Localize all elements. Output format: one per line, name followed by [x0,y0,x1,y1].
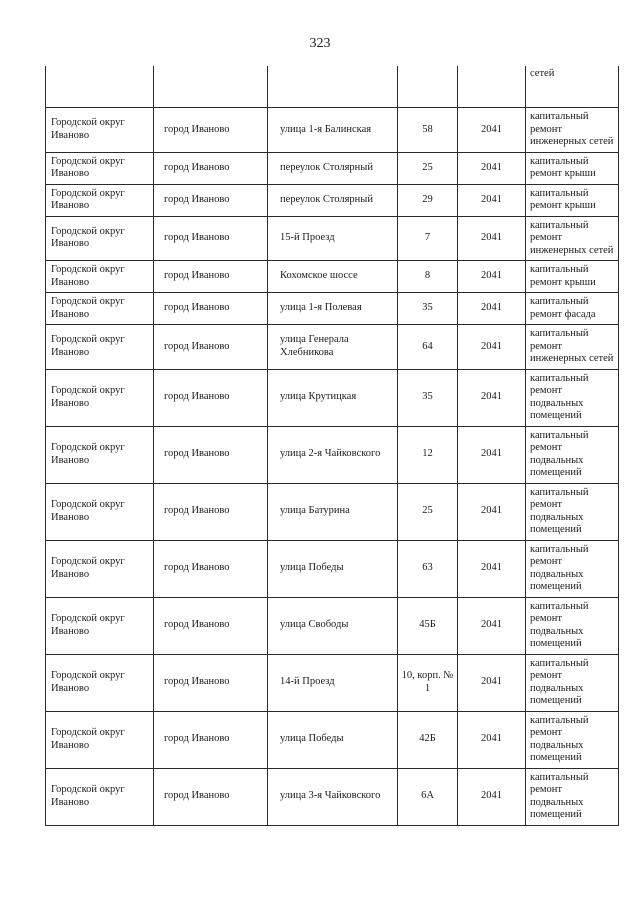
cell-house-number: 64 [398,325,458,370]
table-row [46,369,619,426]
cell-street: улица Крутицкая [268,369,398,426]
cell-year: 2041 [458,540,526,597]
table-row [46,711,619,768]
table-row [46,483,619,540]
cell-street: улица Батурина [268,483,398,540]
cell-work-type: капитальный ремонт подвальных помещений [526,369,619,426]
cell-house-number [398,66,458,108]
cell-municipality: Городской округ Иваново [46,293,154,325]
cell-municipality: Городской округ Иваново [46,768,154,825]
cell-work-type: капитальный ремонт подвальных помещений [526,483,619,540]
cell-municipality: Городской округ Иваново [46,152,154,184]
cell-city: город Иваново [154,261,268,293]
cell-city: город Иваново [154,711,268,768]
cell-year: 2041 [458,711,526,768]
cell-city: город Иваново [154,483,268,540]
cell-house-number: 45Б [398,597,458,654]
cell-city: город Иваново [154,325,268,370]
cell-municipality: Городской округ Иваново [46,216,154,261]
table-row [46,216,619,261]
table-row [46,108,619,153]
cell-street: 14-й Проезд [268,654,398,711]
cell-work-type: капитальный ремонт инженерных сетей [526,108,619,153]
cell-work-type: капитальный ремонт подвальных помещений [526,654,619,711]
cell-house-number: 25 [398,483,458,540]
cell-work-type: капитальный ремонт крыши [526,184,619,216]
cell-house-number: 12 [398,426,458,483]
cell-municipality: Городской округ Иваново [46,325,154,370]
cell-municipality: Городской округ Иваново [46,597,154,654]
cell-work-type: капитальный ремонт подвальных помещений [526,426,619,483]
cell-house-number: 7 [398,216,458,261]
cell-city: город Иваново [154,369,268,426]
cell-work-type: капитальный ремонт подвальных помещений [526,711,619,768]
cell-street: улица 3-я Чайковского [268,768,398,825]
cell-house-number: 42Б [398,711,458,768]
cell-street: Кохомское шоссе [268,261,398,293]
cell-year: 2041 [458,325,526,370]
cell-municipality: Городской округ Иваново [46,483,154,540]
cell-street: переулок Столярный [268,152,398,184]
cell-municipality: Городской округ Иваново [46,540,154,597]
table-row [46,426,619,483]
repair-schedule-table [45,66,619,826]
table-row [46,261,619,293]
cell-municipality: Городской округ Иваново [46,184,154,216]
cell-street: улица 1-я Полевая [268,293,398,325]
cell-year: 2041 [458,597,526,654]
table-row [46,152,619,184]
cell-year: 2041 [458,483,526,540]
cell-house-number: 63 [398,540,458,597]
cell-street: 15-й Проезд [268,216,398,261]
cell-year: 2041 [458,293,526,325]
cell-municipality: Городской округ Иваново [46,711,154,768]
cell-work-type: капитальный ремонт подвальных помещений [526,597,619,654]
cell-municipality [46,66,154,108]
cell-work-type: капитальный ремонт крыши [526,261,619,293]
cell-municipality: Городской округ Иваново [46,261,154,293]
cell-year: 2041 [458,108,526,153]
cell-city: город Иваново [154,540,268,597]
table-row [46,66,619,108]
cell-street: переулок Столярный [268,184,398,216]
cell-house-number: 6А [398,768,458,825]
table-row [46,325,619,370]
cell-year: 2041 [458,426,526,483]
cell-street: улица Свободы [268,597,398,654]
cell-street: улица 2-я Чайковского [268,426,398,483]
cell-work-type: капитальный ремонт крыши [526,152,619,184]
cell-municipality: Городской округ Иваново [46,369,154,426]
cell-street [268,66,398,108]
cell-year [458,66,526,108]
cell-municipality: Городской округ Иваново [46,108,154,153]
cell-year: 2041 [458,152,526,184]
table-row [46,768,619,825]
cell-work-type: капитальный ремонт инженерных сетей [526,216,619,261]
cell-work-type: капитальный ремонт фасада [526,293,619,325]
cell-house-number: 35 [398,293,458,325]
cell-year: 2041 [458,216,526,261]
cell-house-number: 29 [398,184,458,216]
cell-city: город Иваново [154,108,268,153]
cell-street: улица Генерала Хлебникова [268,325,398,370]
cell-municipality: Городской округ Иваново [46,426,154,483]
page-number: 323 [309,36,331,51]
cell-city: город Иваново [154,293,268,325]
cell-city: город Иваново [154,184,268,216]
cell-work-type: капитальный ремонт инженерных сетей [526,325,619,370]
cell-city: город Иваново [154,654,268,711]
table-row [46,654,619,711]
cell-house-number: 10, корп. № 1 [398,654,458,711]
cell-municipality: Городской округ Иваново [46,654,154,711]
table-row [46,597,619,654]
cell-year: 2041 [458,184,526,216]
repair-table-body [46,66,619,825]
cell-city: город Иваново [154,597,268,654]
cell-year: 2041 [458,369,526,426]
cell-street: улица Победы [268,540,398,597]
cell-house-number: 35 [398,369,458,426]
cell-street: улица 1-я Балинская [268,108,398,153]
cell-work-type: капитальный ремонт подвальных помещений [526,540,619,597]
cell-house-number: 25 [398,152,458,184]
cell-city: город Иваново [154,426,268,483]
cell-house-number: 8 [398,261,458,293]
cell-city [154,66,268,108]
table-row [46,540,619,597]
cell-year: 2041 [458,261,526,293]
cell-year: 2041 [458,654,526,711]
cell-year: 2041 [458,768,526,825]
cell-city: город Иваново [154,216,268,261]
cell-city: город Иваново [154,768,268,825]
cell-work-type: сетей [526,66,619,108]
cell-work-type: капитальный ремонт подвальных помещений [526,768,619,825]
cell-street: улица Победы [268,711,398,768]
cell-city: город Иваново [154,152,268,184]
table-row [46,184,619,216]
cell-house-number: 58 [398,108,458,153]
table-row [46,293,619,325]
